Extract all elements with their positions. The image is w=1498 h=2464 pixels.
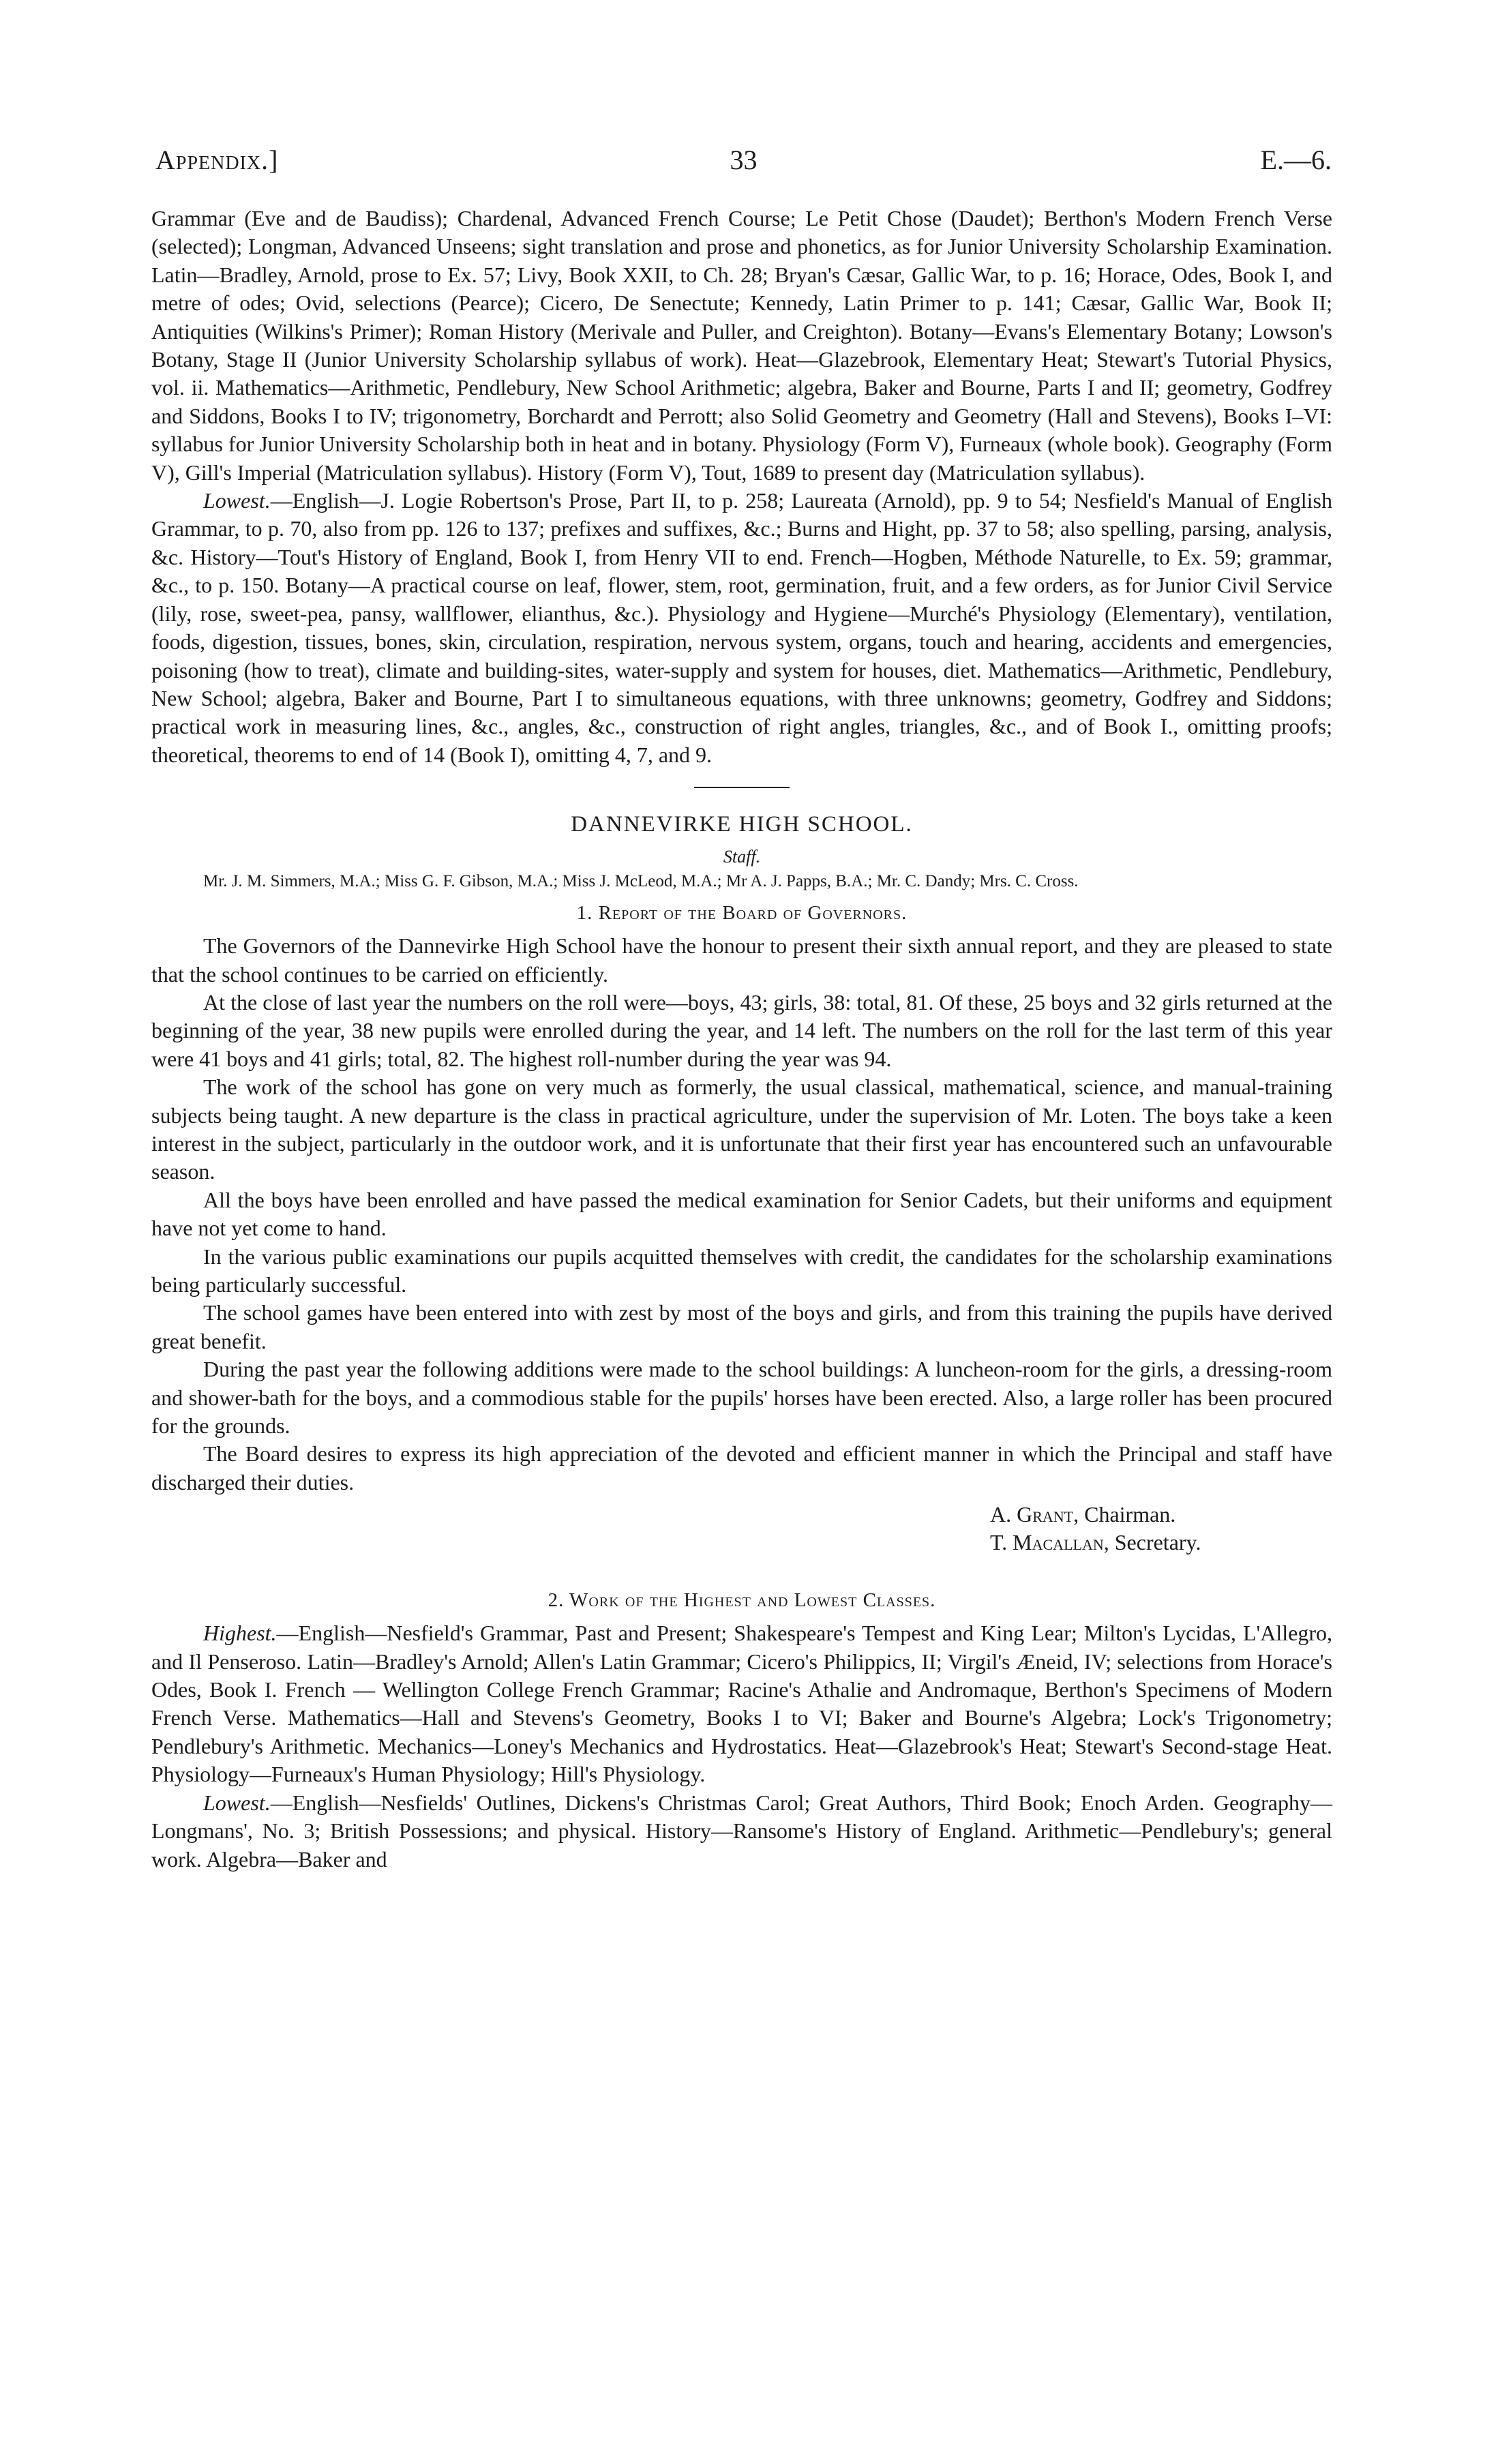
report-heading: 1. Report of the Board of Governors. [576, 902, 908, 925]
running-header [155, 140, 1332, 181]
lowest-form-paragraph [151, 487, 1332, 769]
staff-heading: Staff. [723, 847, 761, 867]
continuation-paragraph: Grammar (Eve and de Baudiss); Chardenal, Advanced French Course; Le Petit Chose (Daudet); Berthon's Modern French Verse (selected); Longman, Advanced Unseens; sight translation and prose and phonetics, as for Junior University Scholarship Examination. Latin—Bradley, Arnold, prose to Ex. 57; Livy, Book XXII, to Ch. 28; Bryan's Cæsar, Gallic War, to p. 16; Horace, Odes, Book I, and metre of odes; Ovid, selections (Pearce); Cicero, De Senectute; Kennedy, Latin Primer to p. 141; Cæsar, Gallic War, Book II; Antiquities (Wilkins's Primer); Roman History (Merivale and Puller, and Creighton). Botany—Evans's Elementary Botany; Lowson's Botany, Stage II (Junior University Scholarship syllabus of work). Heat—Glazebrook, Elementary Heat; Stewart's Tutorial Physics, vol. ii. Mathematics—Arithmetic, Pendlebury, New School Arithmetic; algebra, Baker and Bourne, Parts I and II; geometry, Godfrey and Siddons, Books I to IV; trigonometry, Borchardt and Perrott; also Solid Geometry and Geometry (Hall and Stevens), Books I–VI: syllabus for Junior University Scholarship both in heat and in botany. Physiology (Form V), Furneaux (whole book). Geography (Form V), Gill's Imperial (Matriculation syllabus). History (Form V), Tout, 1689 to present day (Matriculation syllabus). [151, 206, 1332, 485]
section-divider [694, 787, 790, 788]
report-paragraph: All the boys have been enrolled and have passed the medical examination for Senior Cadets, but their uniforms and equipment have not yet come to hand. [151, 1187, 1332, 1241]
lowest-class-label: Lowest. [203, 1790, 271, 1815]
highest-label: Highest. [203, 1621, 277, 1646]
document-code: E.—6. [1260, 145, 1332, 175]
report-paragraph: The work of the school has gone on very much as formerly, the usual classical, mathematical, science, and manual-training subjects being taught. A new departure is the class in practical agriculture, under the supervision of Mr. Loten. The boys take a keen interest in the subject, particularly in the outdoor work, and it is unfortunate that their first year has encountered such an unfavourable season. [151, 1075, 1332, 1184]
lowest-label: Lowest. [203, 488, 271, 513]
secretary-name: T. Macallan [990, 1530, 1104, 1555]
page-number: 33 [730, 145, 758, 175]
lowest-class-text: —English—Nesfields' Outlines, Dickens's Christmas Carol; Great Authors, Third Book; Enoch Arden. Geography—Longmans', No. 3; British Possessions; and physical. History—Ransome's History of England. Arithmetic—Pendlebury's; general work. Algebra—Baker and [151, 1790, 1332, 1872]
appendix-label: Appendix.] [155, 145, 279, 175]
chairman-role: , Chairman. [1073, 1502, 1176, 1527]
signature-block [990, 1501, 1332, 1557]
secretary-signature [990, 1529, 1332, 1557]
lowest-class-paragraph [151, 1789, 1332, 1874]
report-paragraph: During the past year the following additions were made to the school buildings: A luncheon-room for the girls, a dressing-room and shower-bath for the boys, and a commodious stable for the pupils' horses have been erected. Also, a large roller has been procured for the grounds. [151, 1357, 1332, 1439]
classes-heading: 2. Work of the Highest and Lowest Classes. [548, 1589, 936, 1612]
report-paragraph: The Governors of the Dannevirke High School have the honour to present their sixth annual report, and they are pleased to state that the school continues to be carried on efficiently. [151, 933, 1332, 987]
report-paragraph: The school games have been entered into with zest by most of the boys and girls, and from this training the pupils have derived great benefit. [151, 1300, 1332, 1353]
report-paragraph: In the various public examinations our pupils acquitted themselves with credit, the candidates for the scholarship examinations being particularly successful. [151, 1244, 1332, 1297]
chairman-signature [990, 1501, 1332, 1529]
highest-text: —English—Nesfield's Grammar, Past and Present; Shakespeare's Tempest and King Lear; Milton's Lycidas, L'Allegro, and Il Penseroso. Latin—Bradley's Arnold; Allen's Latin Grammar; Cicero's Philippics, II; Virgil's Æneid, IV; selections from Horace's Odes, Book I. French — Wellington College French Grammar; Racine's Athalie and Andromaque, Berthon's Specimens of Modern French Verse. Mathematics—Hall and Stevens's Geometry, Books I to VI; Baker and Bourne's Algebra; Lock's Trigonometry; Pendlebury's Arithmetic. Mechanics—Loney's Mechanics and Hydrostatics. Heat—Glazebrook's Heat; Stewart's Second-stage Heat. Physiology—Furneaux's Human Physiology; Hill's Physiology. [151, 1621, 1332, 1787]
chairman-name: A. Grant [990, 1502, 1074, 1527]
report-paragraph: At the close of last year the numbers on the roll were—boys, 43; girls, 38: total, 81. Of these, 25 boys and 32 girls returned at the beginning of the year, 38 new pupils were enrolled during the year, and 14 left. The numbers on the roll for the last term of this year were 41 boys and 41 girls; total, 82. The highest roll-number during the year was 94. [151, 989, 1332, 1071]
lowest-text: —English—J. Logie Robertson's Prose, Part II, to p. 258; Laureata (Arnold), pp. 9 to 54; Nesfield's Manual of English Grammar, to p. 70, also from pp. 126 to 137; prefixes and suffixes, &c.; Burns and Hight, pp. 37 to 58; also spelling, parsing, analysis, &c. History—Tout's History of England, Book I, from Henry VII to end. French—Hogben, Méthode Naturelle, to Ex. 59; grammar, &c., to p. 150. Botany—A practical course on leaf, flower, stem, root, germination, fruit, and a few orders, as for Junior Civil Service (lily, rose, sweet-pea, pansy, wallflower, elianthus, &c.). Physiology and Hygiene—Murché's Physiology (Elementary), ventilation, foods, digestion, tissues, bones, skin, circulation, respiration, nervous system, organs, touch and hearing, accidents and emergencies, poisoning (how to treat), climate and building-sites, water-supply and system for houses, diet. Mathematics—Arithmetic, Pendlebury, New School; algebra, Baker and Bourne, Part I to simultaneous equations, with three unknowns; geometry, Godfrey and Siddons; practical work in measuring lines, &c., angles, &c., construction of right angles, triangles, &c., and of Book I., omitting proofs; theoretical, theorems to end of 14 (Book I), omitting 4, 7, and 9. [151, 488, 1332, 767]
report-paragraph: The Board desires to express its high appreciation of the devoted and efficient manner in which the Principal and staff have discharged their duties. [151, 1441, 1332, 1494]
secretary-role: , Secretary. [1103, 1530, 1201, 1555]
highest-class-paragraph [151, 1619, 1332, 1788]
school-title: DANNEVIRKE HIGH SCHOOL. [571, 812, 913, 837]
spacer [151, 1557, 1332, 1580]
body-text [151, 205, 1332, 1874]
staff-list: Mr. J. M. Simmers, M.A.; Miss G. F. Gibson, M.A.; Miss J. McLeod, M.A.; Mr A. J. Papps, B.A.; Mr. C. Dandy; Mrs. C. Cross. [203, 872, 1079, 891]
